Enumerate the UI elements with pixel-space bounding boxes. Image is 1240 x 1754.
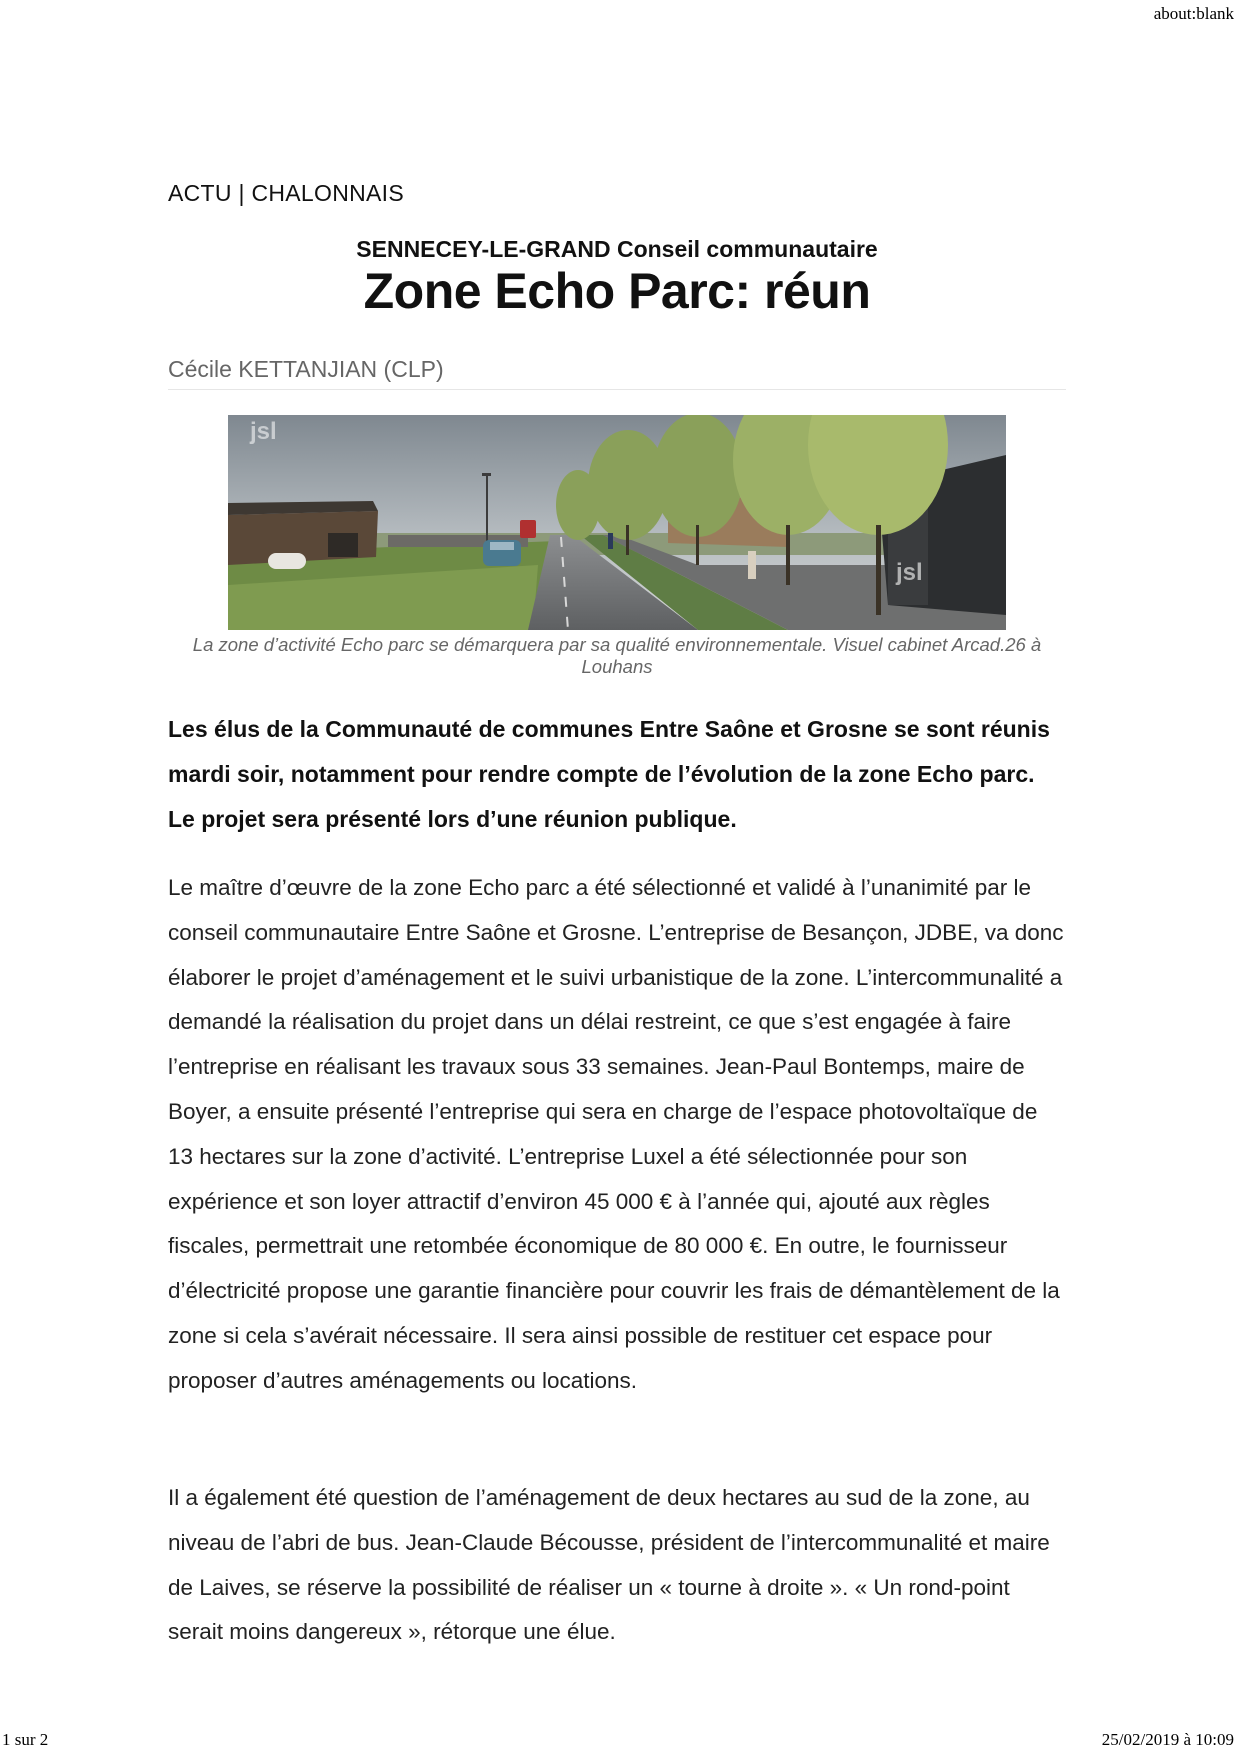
article-author: Cécile KETTANJIAN (CLP) [168,356,444,382]
photo-watermark-bottom: jsl [896,559,923,586]
section-rubric: ACTU | CHALONNAIS [168,180,404,206]
article-paragraph-1: Le maître d’œuvre de la zone Echo parc a été sélectionné et validé à l’unanimité par le conseil communautaire Entre Saône et Grosne. L’entreprise de Besançon, JDBE, va donc élaborer le projet d’aménagement et le suivi urbanistique de la zone. L’intercommunalité a demandé la réalisation du projet dans un délai restreint, ce que s’est engagée à faire l’entreprise en réalisant les travaux sous 33 semaines. Jean-Paul Bontemps, maire de Boyer, a ensuite présenté l’entreprise qui sera en charge de l’espace photovoltaïque de 13 hectares sur la zone d’activité. L’entreprise Luxel a été sélectionnée pour son expérience et son loyer attractif d’environ 45 000 € à l’année qui, ajouté aux règles fiscales, permettrait une retombée économique de 80 000 €. En outre, le fournisseur d’électricité propose une garantie financière pour couvrir les frais de démantèlement de la zone si cela s’avérait nécessaire. Il sera ainsi possible de restituer cet espace pour proposer d’autres aménagements ou locations. [168,875,1064,1393]
article-kicker: SENNECEY-LE-GRAND Conseil communautaire [356,236,878,262]
article-photo [228,415,1006,630]
print-footer-datetime: 25/02/2019 à 10:09 [1101,1730,1234,1749]
print-header-url: about:blank [1153,4,1234,23]
article-lede: Les élus de la Communauté de communes Entre Saône et Grosne se sont réunis mardi soir, notamment pour rendre compte de l’évolution de la zone Echo parc. Le projet sera présenté lors d’une réunion publique. [168,716,1050,832]
photo-watermark-top: jsl [250,418,277,445]
article-headline: Zone Echo Parc: réun [363,263,871,319]
author-divider [168,389,1066,390]
article-paragraph-2: Il a également été question de l’aménagement de deux hectares au sud de la zone, au niveau de l’abri de bus. Jean-Claude Bécousse, président de l’intercommunalité et maire de Laives, se réserve la possibilité de réaliser un « tourne à droite ». « Un rond-point serait moins dangereux », rétorque une élue. [168,1485,1050,1645]
photo-caption: La zone d’activité Echo parc se démarquera par sa qualité environnementale. Visuel cabinet Arcad.26 à Louhans [192,634,1042,677]
print-footer-page-number: 1 sur 2 [2,1730,49,1749]
